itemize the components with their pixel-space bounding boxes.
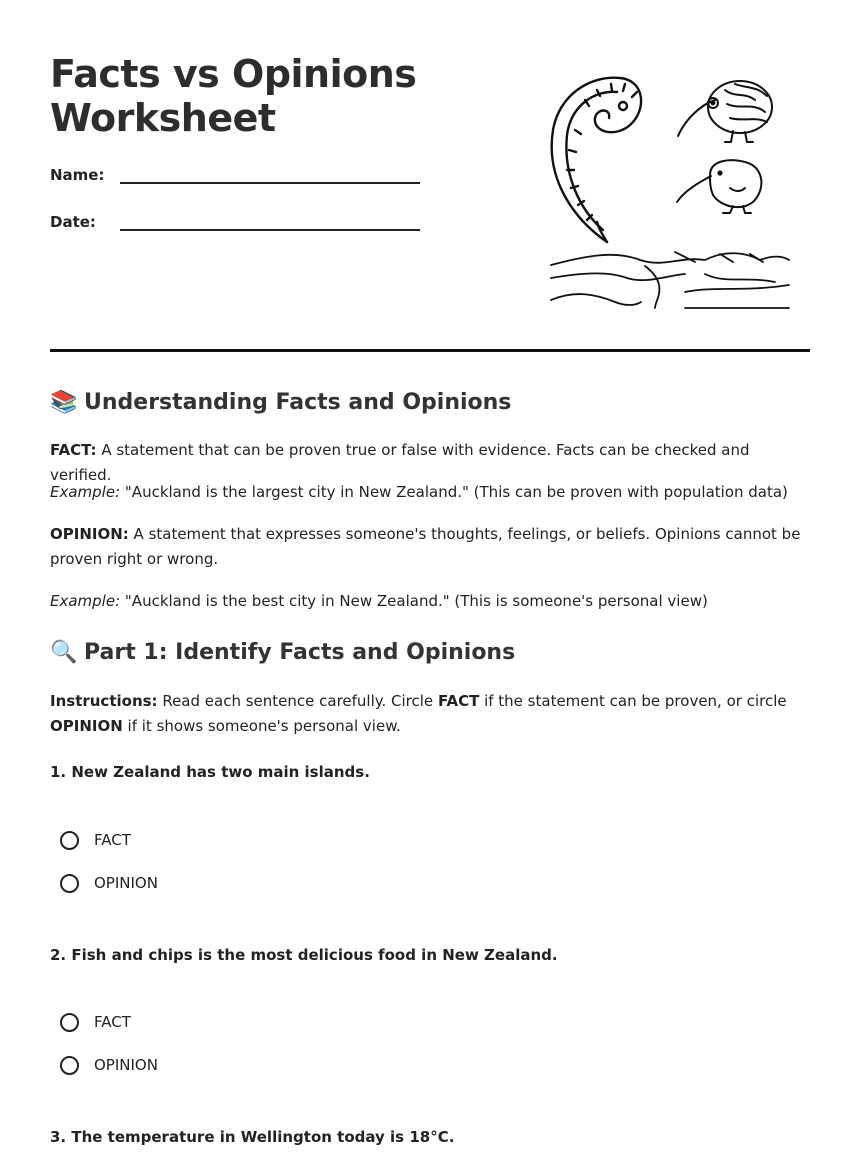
q2-opinion-option[interactable] <box>60 1052 158 1078</box>
opinion-example-text: "Auckland is the best city in New Zealand." (This is someone's personal view) <box>120 592 708 610</box>
worksheet-title <box>50 52 520 140</box>
q1-opinion-option[interactable] <box>60 870 158 896</box>
q2-fact-option[interactable] <box>60 1009 131 1035</box>
fact-text: A statement that can be proven true or false with evidence. Facts can be checked and verified. <box>50 441 750 484</box>
part1-heading <box>50 639 515 667</box>
opinion-term: OPINION: <box>50 525 129 543</box>
books-icon: 📚 <box>50 390 78 415</box>
opinion-definition <box>50 522 810 572</box>
name-field[interactable] <box>50 166 420 196</box>
opinion-example-label: Example: <box>50 592 121 610</box>
opinion-text: A statement that expresses someone's thoughts, feelings, or beliefs. Opinions cannot be proven right or wrong. <box>50 525 801 568</box>
q2-fact-radio[interactable] <box>60 1013 79 1032</box>
kiwi-bird-patterned-icon <box>678 81 772 142</box>
instructions-text-a: Read each sentence carefully. Circle <box>157 692 438 710</box>
q2-opinion-radio[interactable] <box>60 1056 79 1075</box>
question-2: 2. Fish and chips is the most delicious food in New Zealand. <box>50 946 558 964</box>
title-line-1: Facts vs Opinions <box>50 52 417 96</box>
q2-opinion-label: OPINION <box>94 1056 158 1074</box>
part1-heading-text: Part 1: Identify Facts and Opinions <box>84 640 516 665</box>
instructions-label: Instructions: <box>50 692 158 710</box>
koru-fern-icon <box>552 78 641 242</box>
question-1: 1. New Zealand has two main islands. <box>50 763 370 781</box>
understanding-heading-text: Understanding Facts and Opinions <box>84 390 512 415</box>
part1-instructions <box>50 689 810 739</box>
q1-opinion-radio[interactable] <box>60 874 79 893</box>
instructions-opinion: OPINION <box>50 717 123 735</box>
opinion-example <box>50 589 810 614</box>
instructions-fact: FACT <box>437 692 480 710</box>
header-divider <box>50 349 810 352</box>
q1-fact-label: FACT <box>94 831 131 849</box>
date-line[interactable] <box>120 229 420 231</box>
title-line-2: Worksheet <box>50 96 276 140</box>
fact-example-label: Example: <box>50 483 121 501</box>
name-line[interactable] <box>120 182 420 184</box>
kiwi-bird-icon <box>677 160 761 213</box>
date-field[interactable] <box>50 213 420 243</box>
landscape-icon <box>551 252 789 308</box>
question-3: 3. The temperature in Wellington today is 18°C. <box>50 1128 455 1146</box>
magnifier-icon: 🔍 <box>50 640 78 665</box>
fact-term: FACT: <box>50 441 97 459</box>
date-label: Date: <box>50 213 96 231</box>
name-label: Name: <box>50 166 105 184</box>
instructions-text-b: if the statement can be proven, or circle <box>479 692 787 710</box>
q1-fact-radio[interactable] <box>60 831 79 850</box>
understanding-heading <box>50 389 511 417</box>
fact-example-text: "Auckland is the largest city in New Zealand." (This can be proven with population data) <box>120 483 788 501</box>
fact-example <box>50 480 810 505</box>
koru-kiwi-illustration <box>545 70 795 315</box>
instructions-text-c: if it shows someone's personal view. <box>122 717 401 735</box>
q2-fact-label: FACT <box>94 1013 131 1031</box>
worksheet-page <box>50 0 810 1161</box>
q1-fact-option[interactable] <box>60 827 131 853</box>
q1-opinion-label: OPINION <box>94 874 158 892</box>
